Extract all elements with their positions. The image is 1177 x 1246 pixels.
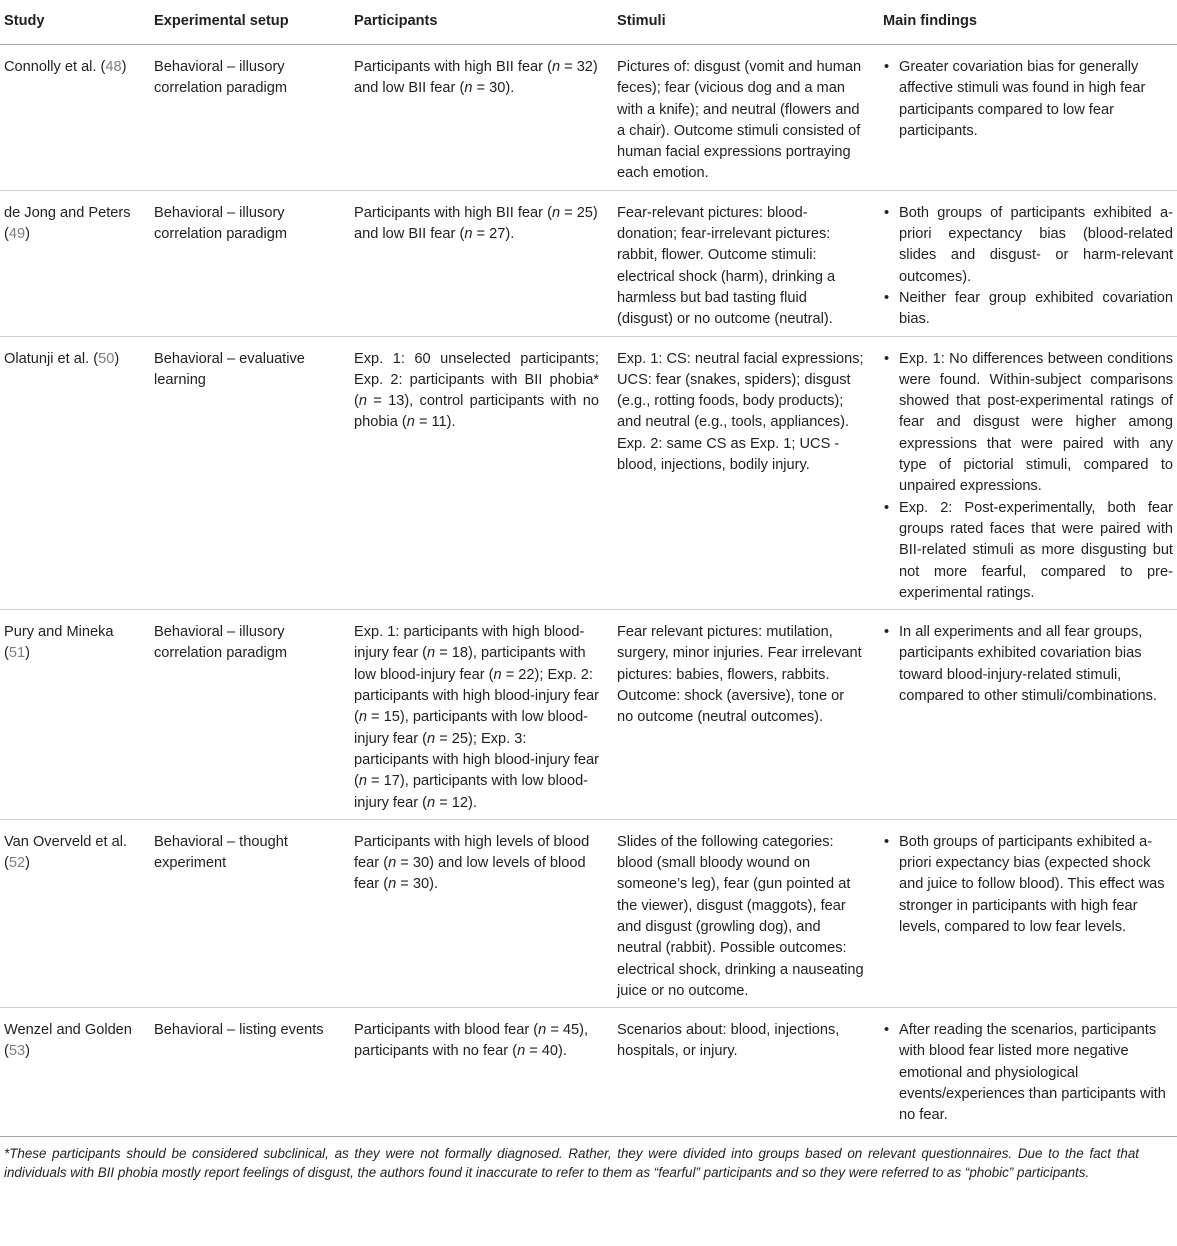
cell-findings	[874, 1008, 1177, 1136]
cell-study: de Jong and Peters (49)	[0, 190, 146, 336]
cell-findings	[874, 336, 1177, 610]
header-stimuli: Stimuli	[609, 0, 874, 45]
cell-participants: Exp. 1: participants with high blood-injury fear (n = 18), participants with low blood-injury fear (n = 22); Exp. 2: participants with high blood-injury fear (n = 15), participants with low blood-injury fear (n = 25); Exp. 3: participants with high blood-injury fear (n = 17), participants with low blood-injury fear (n = 12).	[346, 610, 609, 820]
reference-link[interactable]: 52	[8, 855, 26, 872]
header-participants: Participants	[346, 0, 609, 45]
cell-study: Wenzel and Golden (53)	[0, 1008, 146, 1136]
cell-findings	[874, 819, 1177, 1007]
cell-participants: Participants with high levels of blood fear (n = 30) and low levels of blood fear (n = 30).	[346, 819, 609, 1007]
cell-findings	[874, 45, 1177, 191]
table-footnote: *These participants should be considered subclinical, as they were not formally diagnosed. Rather, they were divided into groups based on relevant questionnaires. Due to the fact that individuals with BII phobia mostly report feelings of disgust, the authors found it inaccurate to refer to them as “fearful” participants and so they were referred to as “phobic” participants.	[4, 1145, 1139, 1181]
finding-item: • Both groups of participants exhibited a-priori expectancy bias (blood-related slides and disgust- or harm-relevant outcomes).	[883, 203, 1177, 288]
cell-stimuli: Slides of the following categories: blood (small bloody wound on someone’s leg), fear (gun pointed at the viewer), disgust (maggots), fear and disgust (growling dog), and neutral (rabbit). Possible outcomes: electrical shock, drinking a nauseating juice or no outcome.	[609, 819, 874, 1007]
cell-setup: Behavioral – illusory correlation paradigm	[146, 45, 346, 191]
header-setup: Experimental setup	[146, 0, 346, 45]
reference-link[interactable]: 49	[8, 226, 26, 243]
finding-item: • Greater covariation bias for generally affective stimuli was found in high fear participants compared to low fear participants.	[883, 57, 1177, 142]
finding-item: • After reading the scenarios, participants with blood fear listed more negative emotional and physiological events/experiences than participants with no fear.	[883, 1020, 1177, 1126]
cell-participants: Participants with blood fear (n = 45), participants with no fear (n = 40).	[346, 1008, 609, 1136]
cell-study: Connolly et al. (48)	[0, 45, 146, 191]
cell-study: Van Overveld et al. (52)	[0, 819, 146, 1007]
reference-link[interactable]: 50	[98, 350, 115, 367]
cell-setup: Behavioral – illusory correlation paradigm	[146, 610, 346, 820]
reference-link[interactable]: 48	[105, 59, 122, 75]
reference-link[interactable]: 51	[8, 645, 26, 662]
cell-study: Pury and Mineka (51)	[0, 610, 146, 820]
cell-setup: Behavioral – thought experiment	[146, 819, 346, 1007]
cell-setup: Behavioral – evaluative learning	[146, 336, 346, 610]
cell-stimuli: Fear relevant pictures: mutilation, surgery, minor injuries. Fear irrelevant pictures: babies, flowers, rabbits. Outcome: shock (aversive), tone or no outcome (neutral outcomes).	[609, 610, 874, 820]
header-findings: Main findings	[874, 0, 1177, 45]
table-row	[0, 336, 1177, 610]
table-header-row	[0, 0, 1177, 45]
table-row	[0, 190, 1177, 336]
table-row	[0, 819, 1177, 1007]
cell-participants: Participants with high BII fear (n = 32) and low BII fear (n = 30).	[346, 45, 609, 191]
table-row	[0, 45, 1177, 191]
cell-participants: Exp. 1: 60 unselected participants; Exp. 2: participants with BII phobia* (n = 13), control participants with no phobia (n = 11).	[346, 336, 609, 610]
table-row	[0, 1008, 1177, 1136]
cell-findings	[874, 190, 1177, 336]
finding-item: • Neither fear group exhibited covariation bias.	[883, 288, 1177, 331]
table-row	[0, 610, 1177, 820]
cell-setup: Behavioral – illusory correlation paradigm	[146, 190, 346, 336]
cell-findings	[874, 610, 1177, 820]
reference-link[interactable]: 53	[8, 1043, 26, 1060]
finding-item: • Exp. 2: Post-experimentally, both fear groups rated faces that were paired with BII-related stimuli as more disgusting but not more fearful, compared to pre-experimental ratings.	[883, 498, 1177, 604]
header-study: Study	[0, 0, 146, 45]
cell-stimuli: Fear-relevant pictures: blood-donation; fear-irrelevant pictures: rabbit, flower. Outcome stimuli: electrical shock (harm), drinking a harmless but bad tasting fluid (disgust) or no outcome (neutral).	[609, 190, 874, 336]
finding-item: • Both groups of participants exhibited a-priori expectancy bias (expected shock and juice to follow blood). This effect was stronger in participants with high fear levels, compared to low fear levels.	[883, 832, 1177, 938]
cell-study: Olatunji et al. (50)	[0, 336, 146, 610]
cell-setup: Behavioral – listing events	[146, 1008, 346, 1136]
cell-stimuli: Exp. 1: CS: neutral facial expressions; UCS: fear (snakes, spiders); disgust (e.g., rotting foods, body products); and neutral (e.g., tools, appliances). Exp. 2: same CS as Exp. 1; UCS - blood, injections, bodily injury.	[609, 336, 874, 610]
finding-item: • Exp. 1: No differences between conditions were found. Within-subject comparisons showed that post-experimental ratings of fear and disgust were higher among expressions that were paired with any type of pictorial stimuli, compared to unpaired expressions.	[883, 349, 1177, 498]
cell-participants: Participants with high BII fear (n = 25) and low BII fear (n = 27).	[346, 190, 609, 336]
cell-stimuli: Pictures of: disgust (vomit and human feces); fear (vicious dog and a man with a knife); and neutral (flowers and a chair). Outcome stimuli consisted of human facial expressions portraying each emotion.	[609, 45, 874, 191]
finding-item: • In all experiments and all fear groups, participants exhibited covariation bias toward blood-injury-related stimuli, compared to other stimuli/combinations.	[883, 622, 1177, 707]
cell-stimuli: Scenarios about: blood, injections, hospitals, or injury.	[609, 1008, 874, 1136]
